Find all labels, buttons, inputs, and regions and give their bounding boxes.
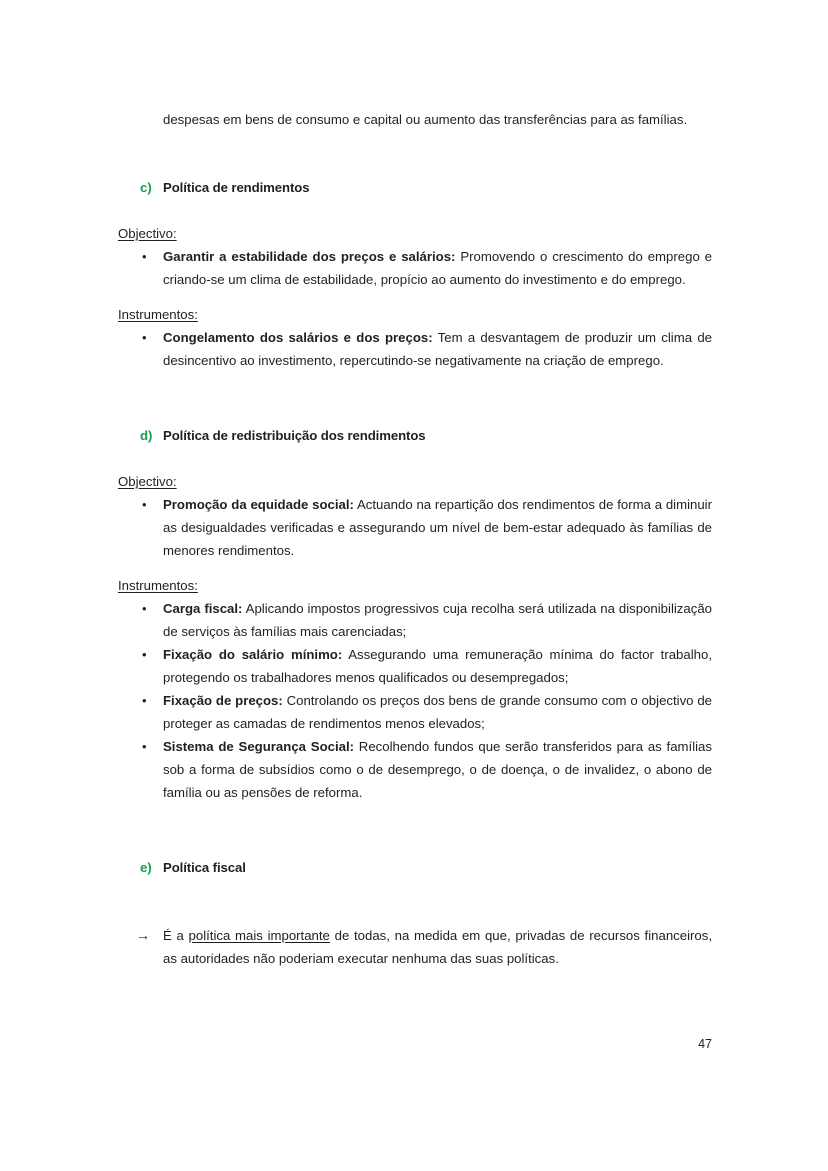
- objective-label-d: [118, 470, 712, 493]
- instruments-label-d: [118, 574, 712, 597]
- section-heading-e: [118, 856, 712, 879]
- spacer: [118, 879, 712, 924]
- instruments-list-d: [118, 597, 712, 804]
- list-item: [118, 245, 712, 291]
- instruments-label-c: [118, 303, 712, 326]
- page-content: [118, 108, 712, 970]
- objective-label-text-c: Objectivo:: [118, 226, 177, 241]
- instruments-list-c: [118, 326, 712, 372]
- intro-paragraph: despesas em bens de consumo e capital ou aumento das transferências para as famílias.: [163, 112, 688, 127]
- spacer: [118, 199, 712, 222]
- arrow-right-icon: →: [136, 927, 150, 943]
- section-title-e: Política fiscal: [163, 860, 246, 875]
- objective-list-c: [118, 245, 712, 291]
- spacer: [118, 804, 712, 856]
- section-title-c: Política de rendimentos: [163, 180, 310, 195]
- spacer: [118, 372, 712, 424]
- list-item-text: Actuando na repartição dos rendimentos de forma a diminuir as desigualdades verificadas e assegurando um nível de bem-estar adequado às famílias de menores rendimentos.: [163, 497, 712, 558]
- list-item-lead: Promoção da equidade social:: [163, 497, 354, 512]
- arrow-note-emphasis: política mais importante: [188, 928, 330, 943]
- list-item: [118, 735, 712, 804]
- section-marker-e: e): [140, 860, 152, 875]
- list-item: [118, 643, 712, 689]
- objective-list-d: [118, 493, 712, 562]
- objective-label-text-d: Objectivo:: [118, 474, 177, 489]
- spacer: [118, 447, 712, 470]
- list-item-text: Aplicando impostos progressivos cuja recolha será utilizada na disponibilização de serviços às famílias mais carenciadas;: [163, 601, 712, 639]
- list-item-lead: Carga fiscal:: [163, 601, 243, 616]
- list-item-text: Recolhendo fundos que serão transferidos para as famílias sob a forma de subsídios como o de desemprego, o de doença, o de invalidez, o abono de família ou as pensões de reforma.: [163, 739, 712, 800]
- section-marker-d: d): [140, 428, 153, 443]
- objective-label-c: [118, 222, 712, 245]
- list-item-lead: Garantir a estabilidade dos preços e salários:: [163, 249, 456, 264]
- arrow-note: [118, 924, 712, 970]
- list-item-lead: Congelamento dos salários e dos preços:: [163, 330, 433, 345]
- list-item: [118, 493, 712, 562]
- spacer: [118, 131, 712, 176]
- section-title-d: Política de redistribuição dos rendimentos: [163, 428, 426, 443]
- list-item-text: Tem a desvantagem de produzir um clima de desincentivo ao investimento, repercutindo-se negativamente na criação de emprego.: [163, 330, 712, 368]
- list-item-lead: Fixação do salário mínimo:: [163, 647, 343, 662]
- arrow-note-after: de todas, na medida em que, privadas de recursos financeiros, as autoridades não poderiam executar nenhuma das suas políticas.: [163, 928, 712, 966]
- arrow-note-before: É a: [163, 928, 189, 943]
- section-heading-d: [118, 424, 712, 447]
- list-item: [118, 597, 712, 643]
- instruments-label-text-d: Instrumentos:: [118, 578, 198, 593]
- list-item-text: Promovendo o crescimento do emprego e criando-se um clima de estabilidade, propício ao aumento do investimento e do emprego.: [163, 249, 712, 287]
- spacer: [118, 562, 712, 574]
- section-heading-c: [118, 176, 712, 199]
- list-item-text: Controlando os preços dos bens de grande consumo com o objectivo de proteger as camadas de rendimentos menos elevados;: [163, 693, 713, 731]
- spacer: [118, 291, 712, 303]
- list-item-lead: Sistema de Segurança Social:: [163, 739, 355, 754]
- instruments-label-text-c: Instrumentos:: [118, 307, 198, 322]
- list-item: [118, 689, 712, 735]
- list-item-text: Assegurando uma remuneração mínima do factor trabalho, protegendo os trabalhadores menos qualificados ou desempregados;: [163, 647, 712, 685]
- section-marker-c: c): [140, 180, 152, 195]
- list-item-lead: Fixação de preços:: [163, 693, 283, 708]
- list-item: [118, 326, 712, 372]
- page-number: 47: [698, 1037, 712, 1051]
